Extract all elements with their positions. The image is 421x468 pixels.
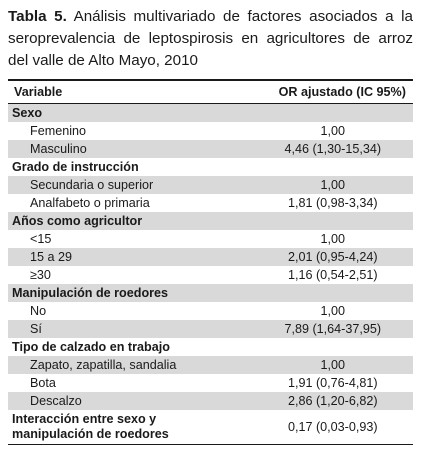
table-row [8, 194, 413, 212]
row-value: 1,00 [320, 232, 346, 246]
table-row [8, 140, 413, 158]
interaction-value: 0,17 (0,03-0,93) [287, 420, 378, 434]
group-title: Sexo [8, 104, 413, 123]
interaction-label [8, 410, 188, 445]
row-label: Femenino [30, 124, 87, 138]
table-row [8, 248, 413, 266]
group-title: Grado de instrucción [12, 160, 139, 174]
table-row [8, 356, 413, 374]
table-row [8, 122, 413, 140]
table-row [8, 302, 413, 320]
interaction-row [8, 410, 413, 445]
group-title: Tipo de calzado en trabajo [12, 340, 170, 354]
row-label: ≥30 [30, 268, 51, 282]
group-row-calzado [8, 338, 413, 356]
table-caption [8, 6, 413, 72]
row-label: 15 a 29 [8, 248, 188, 266]
table-row [8, 392, 413, 410]
row-value: 2,86 (1,20-6,82) [188, 392, 413, 410]
interaction-label-line1: Interacción entre sexo y [12, 412, 157, 426]
row-label: <15 [30, 232, 52, 246]
row-label: Secundaria o superior [8, 176, 188, 194]
row-value: 1,00 [188, 176, 413, 194]
header-row [8, 80, 413, 104]
caption-text: Análisis multivariado de factores asociados a la seroprevalencia de leptospirosis en agricultores de arroz del valle de Alto Mayo, 2010 [8, 8, 413, 69]
group-row-grado [8, 158, 413, 176]
caption-label: Tabla 5. [8, 8, 67, 25]
row-value: 4,46 (1,30-15,34) [188, 140, 413, 158]
group-row-manipulacion [8, 284, 413, 302]
row-label: Sí [8, 320, 188, 338]
interaction-label-line2: manipulación de roedores [12, 427, 169, 441]
row-label: Bota [30, 376, 56, 390]
row-value: 1,00 [188, 356, 413, 374]
row-label: Analfabeto o primaria [30, 196, 150, 210]
results-table [8, 79, 413, 445]
group-row-sexo [8, 104, 413, 123]
row-value: 1,81 (0,98-3,34) [287, 196, 378, 210]
row-value: 1,16 (0,54-2,51) [287, 268, 378, 282]
group-row-anos [8, 212, 413, 230]
row-label: Masculino [8, 140, 188, 158]
header-or: OR ajustado (IC 95%) [188, 80, 413, 104]
table-row [8, 230, 413, 248]
header-variable: Variable [8, 80, 188, 104]
row-label: Zapato, zapatilla, sandalia [8, 356, 188, 374]
row-value: 2,01 (0,95-4,24) [188, 248, 413, 266]
table-row [8, 320, 413, 338]
row-value: 7,89 (1,64-37,95) [188, 320, 413, 338]
row-value: 1,00 [320, 124, 346, 138]
row-value: 1,91 (0,76-4,81) [287, 376, 378, 390]
group-title: Años como agricultor [8, 212, 413, 230]
row-value: 1,00 [320, 304, 346, 318]
row-label: Descalzo [8, 392, 188, 410]
row-label: No [30, 304, 47, 318]
group-title: Manipulación de roedores [8, 284, 413, 302]
table-row [8, 176, 413, 194]
table-row [8, 374, 413, 392]
table-row [8, 266, 413, 284]
